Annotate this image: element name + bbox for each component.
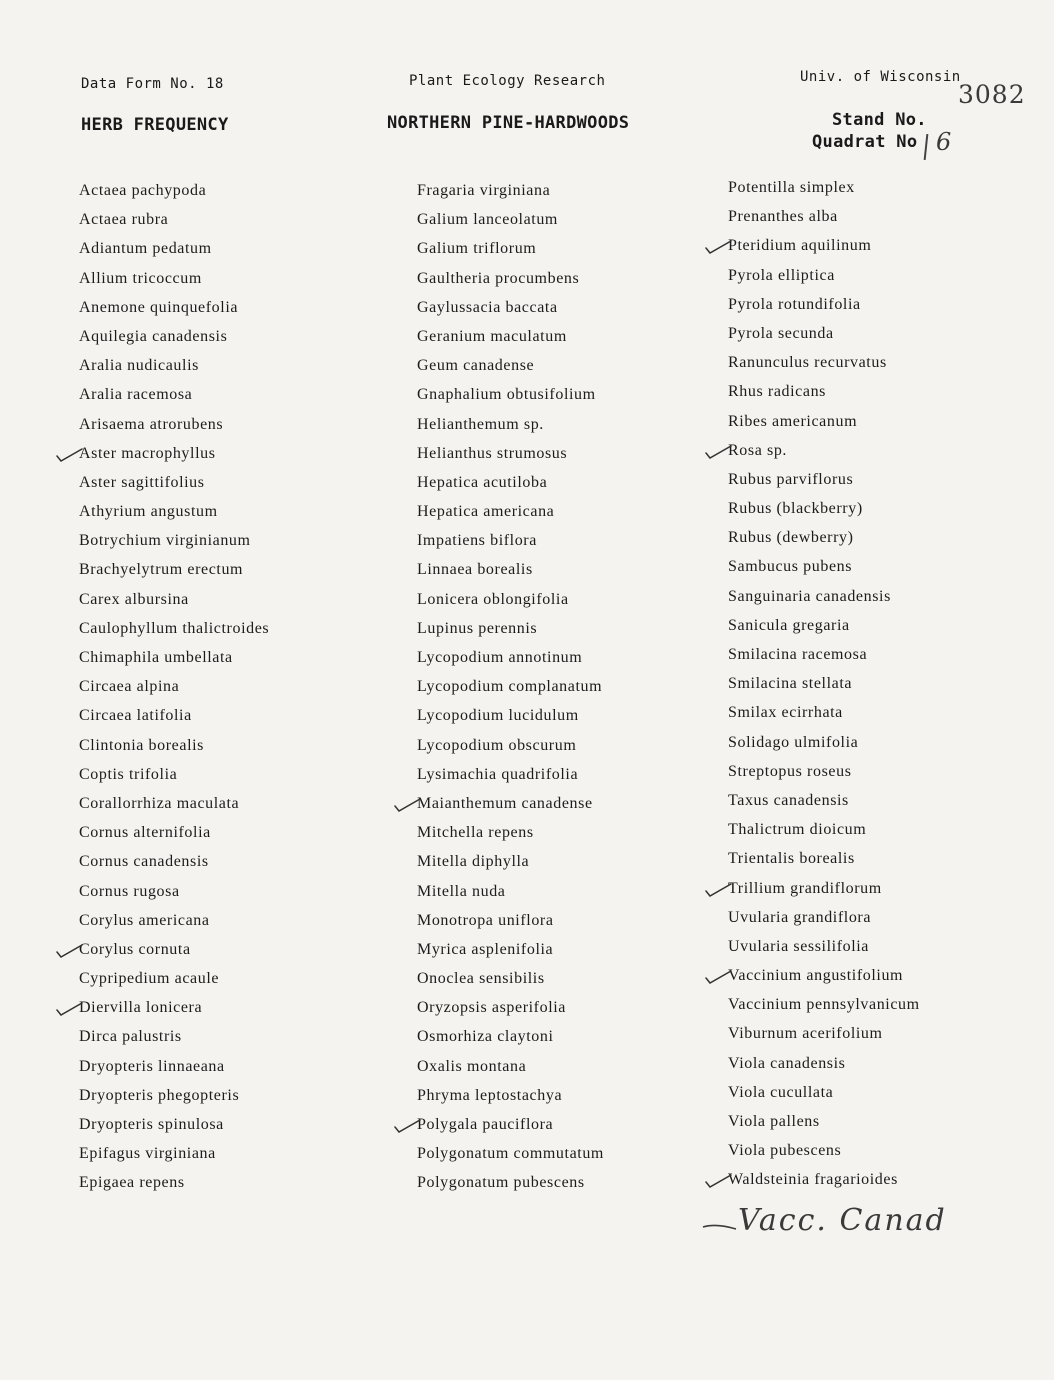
species-name: Solidago ulmifolia <box>728 733 859 751</box>
stand-label: Stand No. <box>832 110 927 130</box>
quadrat-number-handwritten: 6 <box>936 128 952 156</box>
species-item <box>417 643 604 672</box>
species-name: Aralia nudicaulis <box>79 357 199 375</box>
species-name: Helianthemum sp. <box>417 415 544 433</box>
species-item <box>79 234 269 263</box>
species-item <box>728 348 920 377</box>
species-name: Onoclea sensibilis <box>417 970 545 988</box>
species-name: Gnaphalium obtusifolium <box>417 386 596 404</box>
species-name: Pteridium aquilinum <box>728 237 872 255</box>
species-column-1 <box>79 176 269 1198</box>
research-title: Plant Ecology Research <box>409 73 606 89</box>
species-name: Aquilegia canadensis <box>79 327 228 345</box>
species-item <box>79 380 269 409</box>
species-item <box>728 377 920 406</box>
species-name: Epigaea repens <box>79 1174 185 1192</box>
species-name: Coptis trifolia <box>79 765 178 783</box>
species-item <box>417 497 604 526</box>
species-name: Epifagus virginiana <box>79 1145 216 1163</box>
species-item <box>728 874 920 903</box>
species-name: Dryopteris spinulosa <box>79 1116 224 1133</box>
species-name: Sambucus pubens <box>728 558 853 576</box>
species-item <box>79 205 269 234</box>
species-name: Oryzopsis asperifolia <box>417 999 567 1017</box>
species-item <box>79 351 269 380</box>
species-name: Rubus parviflorus <box>728 470 854 488</box>
species-item <box>417 322 604 351</box>
species-item <box>79 555 269 584</box>
species-name: Botrychium virginianum <box>79 532 251 550</box>
species-item <box>728 494 920 523</box>
species-name: Corylus cornuta <box>79 940 191 958</box>
species-item <box>417 672 604 701</box>
species-name: Smilacina racemosa <box>728 646 868 663</box>
species-item <box>728 1049 920 1078</box>
note-dash-icon <box>700 1213 740 1243</box>
species-name: Mitchella repens <box>417 824 534 842</box>
species-item <box>417 964 604 993</box>
species-name: Adiantum pedatum <box>79 240 212 258</box>
species-name: Viola pubescens <box>728 1142 842 1160</box>
species-item <box>728 582 920 611</box>
species-item <box>417 1110 604 1139</box>
species-item <box>417 205 604 234</box>
species-name: Phryma leptostachya <box>417 1086 563 1104</box>
species-name: Corylus americana <box>79 911 210 929</box>
species-name: Anemone quinquefolia <box>79 298 239 316</box>
species-name: Impatiens biflora <box>417 532 537 550</box>
species-item <box>79 439 269 468</box>
species-item <box>417 410 604 439</box>
species-name: Thalictrum dioicum <box>728 821 867 839</box>
species-name: Lonicera oblongifolia <box>417 590 569 608</box>
species-item <box>79 672 269 701</box>
species-name: Aster macrophyllus <box>79 444 216 462</box>
species-name: Cornus canadensis <box>79 853 209 871</box>
species-item <box>79 789 269 818</box>
species-item <box>79 643 269 672</box>
species-name: Lycopodium annotinum <box>417 649 583 666</box>
species-name: Viola cucullata <box>728 1083 834 1101</box>
species-name: Actaea rubra <box>79 211 169 229</box>
species-item <box>728 290 920 319</box>
species-item <box>728 844 920 873</box>
species-name: Trientalis borealis <box>728 850 855 868</box>
species-name: Geranium maculatum <box>417 327 567 345</box>
species-item <box>79 760 269 789</box>
species-name: Smilacina stellata <box>728 675 853 693</box>
species-name: Actaea pachypoda <box>79 182 207 199</box>
species-item <box>728 202 920 231</box>
species-item <box>728 1136 920 1165</box>
species-item <box>79 1022 269 1051</box>
species-name: Geum canadense <box>417 357 535 375</box>
species-item <box>728 1019 920 1048</box>
species-item <box>417 351 604 380</box>
species-name: Cornus rugosa <box>79 882 180 900</box>
species-item <box>728 523 920 552</box>
species-name: Allium tricoccum <box>79 269 202 287</box>
species-item <box>79 731 269 760</box>
species-item <box>79 935 269 964</box>
species-name: Rubus (blackberry) <box>728 500 863 518</box>
species-item <box>417 293 604 322</box>
species-name: Pyrola elliptica <box>728 266 835 284</box>
species-item <box>728 961 920 990</box>
species-item <box>79 701 269 730</box>
species-name: Viburnum acerifolium <box>728 1025 883 1043</box>
species-item <box>728 407 920 436</box>
species-item <box>417 1022 604 1051</box>
species-item <box>79 526 269 555</box>
species-item <box>728 1107 920 1136</box>
note-text: Vacc. Canad <box>738 1203 947 1238</box>
species-name: Lycopodium obscurum <box>417 736 577 754</box>
species-name: Polygonatum pubescens <box>417 1174 585 1192</box>
species-item <box>728 728 920 757</box>
species-name: Osmorhiza claytoni <box>417 1028 554 1046</box>
species-name: Maianthemum canadense <box>417 794 593 812</box>
species-name: Fragaria virginiana <box>417 182 551 199</box>
species-item <box>79 1081 269 1110</box>
species-name: Sanguinaria canadensis <box>728 587 891 605</box>
species-item <box>79 993 269 1022</box>
species-item <box>417 468 604 497</box>
species-item <box>417 701 604 730</box>
species-item <box>728 1165 920 1194</box>
species-item <box>728 231 920 260</box>
species-name: Linnaea borealis <box>417 561 533 579</box>
species-item <box>79 1110 269 1139</box>
species-item <box>79 264 269 293</box>
species-name: Oxalis montana <box>417 1057 527 1075</box>
species-name: Uvularia sessilifolia <box>728 937 870 955</box>
species-item <box>79 964 269 993</box>
species-name: Corallorrhiza maculata <box>79 794 240 812</box>
species-name: Carex albursina <box>79 590 189 608</box>
species-item <box>728 990 920 1019</box>
species-name: Clintonia borealis <box>79 736 205 754</box>
species-item <box>417 1052 604 1081</box>
species-item <box>728 669 920 698</box>
species-name: Diervilla lonicera <box>79 999 203 1017</box>
species-name: Polygonatum commutatum <box>417 1145 604 1163</box>
species-item <box>79 847 269 876</box>
species-name: Aralia racemosa <box>79 386 193 404</box>
page-title: HERB FREQUENCY <box>81 115 229 135</box>
species-name: Trillium grandiflorum <box>728 879 882 897</box>
species-item <box>417 1081 604 1110</box>
species-item <box>79 906 269 935</box>
species-name: Arisaema atrorubens <box>79 415 224 433</box>
species-item <box>417 847 604 876</box>
species-item <box>417 555 604 584</box>
species-name: Circaea latifolia <box>79 707 192 725</box>
species-name: Ribes americanum <box>728 412 858 430</box>
species-name: Circaea alpina <box>79 678 180 696</box>
quadrat-label: Quadrat No <box>812 132 918 152</box>
species-name: Rhus radicans <box>728 383 827 401</box>
species-name: Mitella nuda <box>417 882 506 900</box>
species-item <box>79 877 269 906</box>
species-name: Streptopus roseus <box>728 762 852 780</box>
species-item <box>417 439 604 468</box>
community-title: NORTHERN PINE-HARDWOODS <box>387 113 630 133</box>
form-number: Data Form No. 18 <box>81 76 224 92</box>
stand-number-handwritten: 3082 <box>958 80 1026 109</box>
quadrat-line-mark <box>924 134 929 160</box>
species-name: Rubus (dewberry) <box>728 529 854 547</box>
species-item <box>728 757 920 786</box>
species-item <box>728 786 920 815</box>
species-name: Galium triflorum <box>417 240 537 258</box>
species-name: Uvularia grandiflora <box>728 908 872 926</box>
university-name: Univ. of Wisconsin <box>800 69 961 85</box>
species-name: Vaccinium pennsylvanicum <box>728 996 920 1014</box>
species-name: Prenanthes alba <box>728 208 838 226</box>
species-item <box>417 614 604 643</box>
species-name: Ranunculus recurvatus <box>728 354 887 372</box>
species-item <box>728 436 920 465</box>
species-name: Aster sagittifolius <box>79 473 205 491</box>
species-item <box>417 585 604 614</box>
species-item <box>417 380 604 409</box>
species-item <box>417 526 604 555</box>
species-name: Caulophyllum thalictroides <box>79 619 270 637</box>
species-item <box>417 176 604 205</box>
species-item <box>417 935 604 964</box>
species-name: Lupinus perennis <box>417 619 538 637</box>
species-item <box>728 815 920 844</box>
species-name: Hepatica americana <box>417 503 555 521</box>
species-item <box>417 993 604 1022</box>
species-item <box>728 319 920 348</box>
species-item <box>728 932 920 961</box>
species-item <box>728 1078 920 1107</box>
species-item <box>728 552 920 581</box>
checkmark-icon <box>704 1170 732 1199</box>
species-name: Galium lanceolatum <box>417 211 558 229</box>
species-name: Cornus alternifolia <box>79 824 211 842</box>
species-name: Monotropa uniflora <box>417 911 554 929</box>
species-name: Lysimachia quadrifolia <box>417 765 579 783</box>
species-item <box>417 264 604 293</box>
species-name: Mitella diphylla <box>417 853 530 871</box>
species-name: Waldsteinia fragarioides <box>728 1171 898 1189</box>
species-item <box>417 760 604 789</box>
species-item <box>728 640 920 669</box>
species-name: Pyrola secunda <box>728 324 834 342</box>
species-item <box>79 176 269 205</box>
species-item <box>417 877 604 906</box>
species-item <box>79 614 269 643</box>
species-item <box>79 1052 269 1081</box>
species-name: Viola pallens <box>728 1113 820 1130</box>
species-item <box>79 585 269 614</box>
species-item <box>79 1168 269 1197</box>
species-item <box>417 906 604 935</box>
species-name: Potentilla simplex <box>728 179 855 196</box>
species-item <box>728 903 920 932</box>
species-name: Cypripedium acaule <box>79 970 220 988</box>
species-name: Dirca palustris <box>79 1028 182 1046</box>
species-name: Vaccinium angustifolium <box>728 967 904 985</box>
species-item <box>79 497 269 526</box>
species-name: Sanicula gregaria <box>728 616 850 634</box>
species-item <box>417 818 604 847</box>
species-name: Lycopodium lucidulum <box>417 707 579 725</box>
species-item <box>79 293 269 322</box>
species-name: Gaylussacia baccata <box>417 298 558 316</box>
species-name: Dryopteris linnaeana <box>79 1057 225 1075</box>
species-item <box>79 410 269 439</box>
species-name: Helianthus strumosus <box>417 444 568 462</box>
species-column-3 <box>728 173 920 1195</box>
species-item <box>417 1139 604 1168</box>
species-item <box>728 698 920 727</box>
species-item <box>79 1139 269 1168</box>
species-name: Gaultheria procumbens <box>417 269 580 287</box>
species-name: Viola canadensis <box>728 1054 846 1072</box>
species-item <box>79 818 269 847</box>
species-name: Lycopodium complanatum <box>417 678 603 696</box>
species-name: Dryopteris phegopteris <box>79 1086 240 1104</box>
species-name: Chimaphila umbellata <box>79 649 233 666</box>
species-item <box>728 261 920 290</box>
species-item <box>728 465 920 494</box>
species-item <box>417 789 604 818</box>
species-column-2 <box>417 176 604 1198</box>
species-item <box>417 1168 604 1197</box>
species-name: Pyrola rotundifolia <box>728 295 861 313</box>
species-name: Taxus canadensis <box>728 791 849 809</box>
species-item <box>728 611 920 640</box>
species-item <box>79 322 269 351</box>
species-item <box>417 731 604 760</box>
species-name: Rosa sp. <box>728 441 788 459</box>
species-name: Brachyelytrum erectum <box>79 561 244 579</box>
species-name: Smilax ecirrhata <box>728 704 843 722</box>
species-item <box>79 468 269 497</box>
species-item <box>728 173 920 202</box>
species-name: Polygala pauciflora <box>417 1116 554 1133</box>
species-name: Myrica asplenifolia <box>417 940 554 958</box>
species-name: Athyrium angustum <box>79 503 218 521</box>
species-item <box>417 234 604 263</box>
species-name: Hepatica acutiloba <box>417 473 548 491</box>
